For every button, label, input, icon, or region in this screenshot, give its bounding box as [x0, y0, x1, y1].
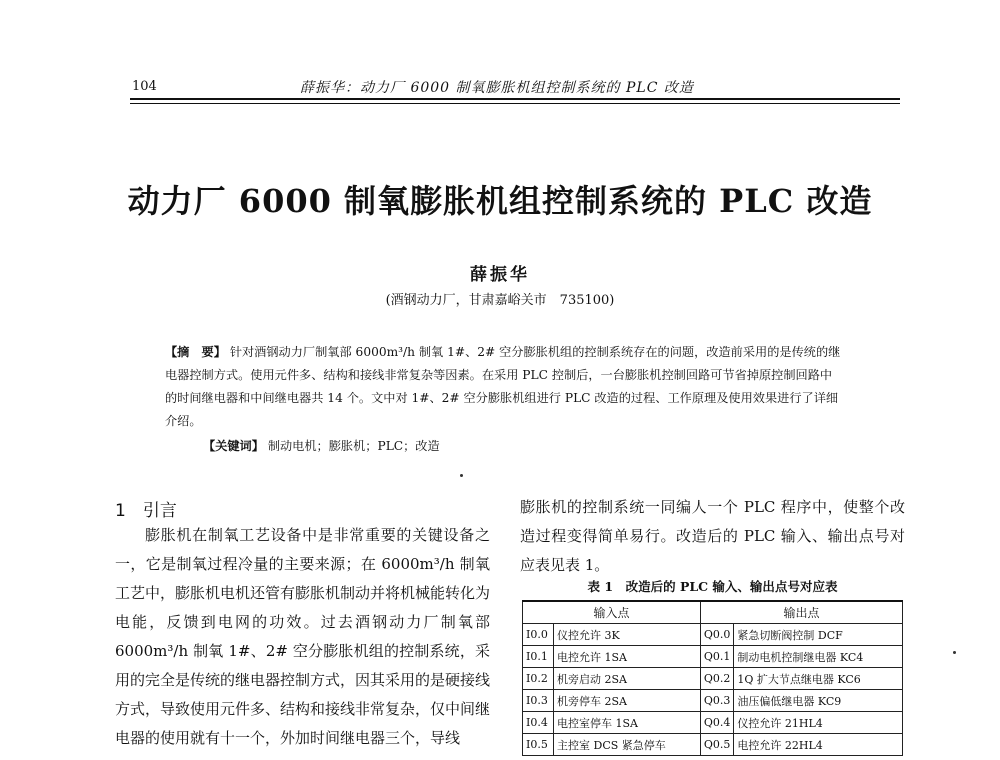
running-title: 薛振华：动力厂 6000 制氧膨胀机组控制系统的 PLC 改造 — [300, 80, 694, 96]
section-heading: 1 引言 — [115, 501, 177, 521]
input-address: I0.2 — [523, 668, 554, 690]
output-description: 仪控允许 21HL4 — [734, 712, 903, 734]
table-caption: 表 1 改造后的 PLC 输入、输出点号对应表 — [587, 579, 838, 594]
header-rule-thin — [130, 103, 900, 104]
input-description: 机旁启动 2SA — [554, 668, 701, 690]
left-column — [115, 521, 490, 753]
input-description: 主控室 DCS 紧急停车 — [554, 734, 701, 756]
table-row — [523, 690, 903, 712]
author-affiliation: (酒钢动力厂，甘肃嘉峪关市 735100) — [385, 293, 615, 308]
table-header-input: 输入点 — [523, 601, 701, 624]
right-column-text: 膨胀机的控制系统一同编人一个 PLC 程序中，使整个改造过程变得简单易行。改造后的 PLC 输入、输出点号对应表见表 1。 — [520, 498, 905, 574]
output-address: Q0.3 — [700, 690, 734, 712]
input-address: I0.0 — [523, 624, 554, 646]
input-address: I0.3 — [523, 690, 554, 712]
output-description: 1Q 扩大节点继电器 KC6 — [734, 668, 903, 690]
author-name: 薛振华 — [470, 265, 530, 285]
abstract — [165, 341, 841, 433]
io-table — [522, 600, 903, 756]
output-description: 制动电机控制继电器 KC4 — [734, 646, 903, 668]
output-address: Q0.2 — [700, 668, 734, 690]
input-address: I0.5 — [523, 734, 554, 756]
stray-dot — [953, 651, 956, 654]
page-number: 104 — [132, 79, 157, 94]
keywords-label: 【关键词】 — [203, 439, 264, 453]
output-description: 紧急切断阀控制 DCF — [734, 624, 903, 646]
table-row — [523, 734, 903, 756]
abstract-text: 针对酒钢动力厂制氧部 6000m³/h 制氧 1#、2# 空分膨胀机组的控制系统存在的问题，改造前采用的是传统的继电器控制方式。使用元件多、结构和接线非常复杂等因素。在采用 PLC 控制后，一台膨胀机控制回路可节省掉原控制回路中的时间继电器和中间继电器共 14 个。文中对 1#、2# 空分膨胀机组进行 PLC 改造的过程、工作原理及使用效果进行了详细介绍。 — [165, 345, 841, 428]
intro-paragraph: 膨胀机在制氧工艺设备中是非常重要的关键设备之一，它是制氧过程冷量的主要来源；在 6000m³/h 制氧工艺中，膨胀机电机还管有膨胀机制动并将机械能转化为电能，反馈到电网的功效。过去酒钢动力厂制氧部 6000m³/h 制氧 1#、2# 空分膨胀机组的控制系统，采用的完全是传统的继电器控制方式，因其采用的是硬接线方式，导致使用元件多、结构和接线非常复杂，仅中间继电器的使用就有十一个，外加时间继电器三个，导线 — [115, 526, 491, 747]
header-rule-thick — [130, 98, 900, 100]
output-address: Q0.1 — [700, 646, 734, 668]
table-row — [523, 712, 903, 734]
input-description: 电控允许 1SA — [554, 646, 701, 668]
keywords — [203, 437, 440, 454]
table-header-output: 输出点 — [700, 601, 902, 624]
output-address: Q0.0 — [700, 624, 734, 646]
stray-dot — [460, 474, 463, 477]
table-row — [523, 646, 903, 668]
input-description: 机旁停车 2SA — [554, 690, 701, 712]
output-address: Q0.4 — [700, 712, 734, 734]
article-title: 动力厂 6000 制氧膨胀机组控制系统的 PLC 改造 — [127, 182, 873, 220]
input-description: 仪控允许 3K — [554, 624, 701, 646]
output-description: 电控允许 22HL4 — [734, 734, 903, 756]
table-row — [523, 624, 903, 646]
input-address: I0.4 — [523, 712, 554, 734]
table-row — [523, 668, 903, 690]
output-address: Q0.5 — [700, 734, 734, 756]
keywords-text: 制动电机；膨胀机；PLC；改造 — [267, 439, 440, 453]
input-description: 电控室停车 1SA — [554, 712, 701, 734]
output-description: 油压偏低继电器 KC9 — [734, 690, 903, 712]
abstract-label: 【摘 要】 — [165, 345, 226, 359]
input-address: I0.1 — [523, 646, 554, 668]
